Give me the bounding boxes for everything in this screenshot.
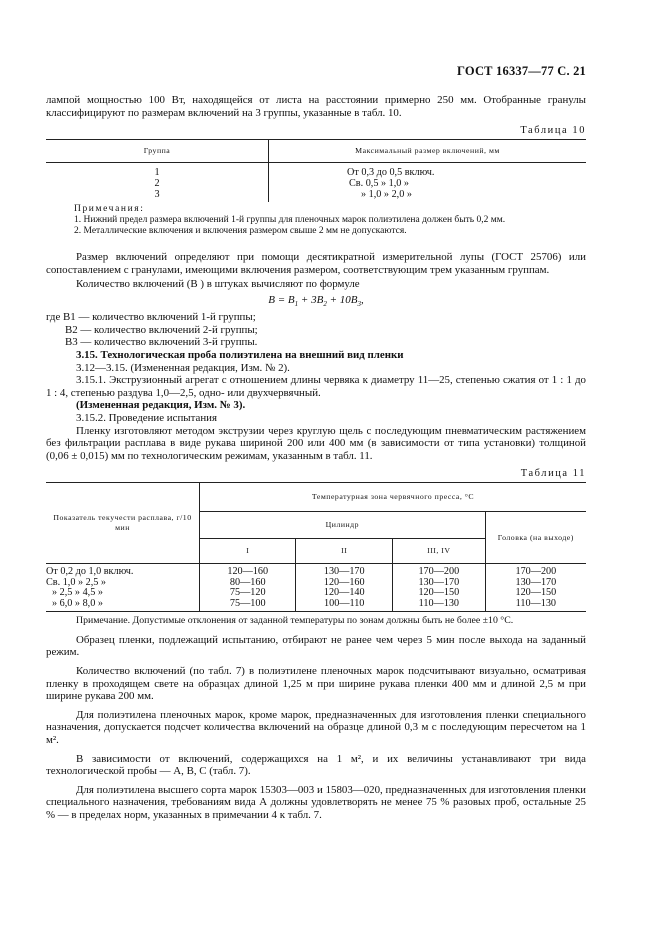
where-line-1: где B1 — количество включений 1-й группы; xyxy=(46,311,256,324)
amendment-3: (Измененная редакция, Изм. № 3). xyxy=(76,399,246,412)
grade-paragraph: Для полиэтилена высшего сорта марок 15303—003 и 15803—020, предназначенных для изготовления пленки специального назначения, требованиям вида А должны удовлетворять не менее 75 % разовых проб, остальные 25 % — в пределах норм, указанных в примечании 4 к табл. 7. xyxy=(46,783,586,821)
table11-header-melt: Показатель текучести расплава, г/10 мин xyxy=(46,483,200,564)
section-3-15-heading: 3.15. Технологическая проба полиэтилена на внешний вид пленки xyxy=(76,348,404,361)
types-paragraph: В зависимости от включений, содержащихся на 1 м², и их величины устанавливают три вида технологической пробы — А, В, С (табл. 7). xyxy=(46,752,586,778)
table-row: » 6,0 » 8,0 » 75—100 100—110 110—130 110—130 xyxy=(46,599,586,612)
table11-zone-2: II xyxy=(296,539,392,564)
count-paragraph: Количество включений (B ) в штуках вычисляют по формуле xyxy=(76,278,360,291)
section-3-15-1: 3.15.1. Экструзионный агрегат с отношением длины червяка к диаметру 11—25, степенью сжатия от 1 : 1 до 1 : 4, степенью раздува 1,0—2,5, одно- или двухчервячный. xyxy=(46,374,586,399)
notes-title: Примечания: xyxy=(74,204,145,215)
table11-caption: Таблица 11 xyxy=(520,468,586,480)
film-paragraph: Пленку изготовляют методом экструзии через круглую щель с последующим пневматическим растяжением без фильтрации расплава в виде рукава шириной 200 или 400 мм (в зависимости от типа установки) толщиной (0,06 ± 0,015) мм по технологическим режимам, указанным в табл. 11. xyxy=(46,424,586,462)
where-line-3: B3 — количество включений 3-й группы. xyxy=(65,336,258,349)
table10-header-group: Группа xyxy=(46,140,269,163)
table11-zone-1: I xyxy=(200,539,296,564)
formula: $B = B_1 + 3B_2 + 10B_3$, xyxy=(268,293,364,309)
table-row: » 2,5 » 4,5 » 75—120 120—140 120—150 120—150 xyxy=(46,588,586,599)
sample-paragraph: Образец пленки, подлежащий испытанию, отбирают не ранее чем через 5 мин после выхода на заданный режим. xyxy=(46,633,586,659)
table10-notes xyxy=(46,204,586,237)
note-2: 2. Металлические включения и включения размером свыше 2 мм не допускаются. xyxy=(74,226,407,237)
table-row: Св. 1,0 » 2,5 » 80—160 120—160 130—170 130—170 xyxy=(46,578,586,589)
special-paragraph: Для полиэтилена пленочных марок, кроме марок, предназначенных для изготовления пленки специального назначения, допускается подсчет количества включений на образце длиной 0,3 м с последующим пересчетом на 1 м². xyxy=(46,708,586,747)
table-11 xyxy=(46,482,586,612)
table11-note: Примечание. Допустимые отклонения от заданной температуры по зонам должны быть не более ±10 °С. xyxy=(76,615,514,627)
page-header: ГОСТ 16337—77 С. 21 xyxy=(457,64,586,78)
table11-header-cylinder: Цилиндр xyxy=(200,512,486,539)
intro-paragraph: лампой мощностью 100 Вт, находящейся от листа на расстоянии примерно 250 мм. Отобранные гранулы классифицируют по размерам включений на 3 группы, указанные в табл. 10. xyxy=(46,94,586,119)
note-1: 1. Нижний предел размера включений 1-й группы для пленочных марок полиэтилена должен быть 0,2 мм. xyxy=(74,215,506,226)
table10-groups: 1 2 3 xyxy=(154,167,160,201)
where-line-2: B2 — количество включений 2-й группы; xyxy=(65,323,258,336)
section-3-15-2: 3.15.2. Проведение испытания xyxy=(76,411,217,424)
table10-header-size: Максимальный размер включений, мм xyxy=(269,140,587,163)
table11-header-head: Головка (на выходе) xyxy=(485,512,586,564)
table-row: От 0,2 до 1,0 включ. 120—160 130—170 170—200 170—200 xyxy=(46,564,586,578)
table10-sizes: От 0,3 до 0,5 включ. Св. 0,5 » 1,0 » » 1,0 » 2,0 » xyxy=(269,163,587,203)
section-3-12-amendment: 3.12—3.15. (Измененная редакция, Изм. № 2). xyxy=(76,361,290,374)
count7-paragraph: Количество включений (по табл. 7) в полиэтилене пленочных марок подсчитывают визуально, осматривая пленку в проходящем свете на образцах длиной 1,25 м при ширине рукава пленки 400 мм и длиной 2,5 м при ширине рукава 200 мм. xyxy=(46,665,586,703)
table11-zone-3: III, IV xyxy=(392,539,485,564)
size-paragraph: Размер включений определяют при помощи десятикратной измерительной лупы (ГОСТ 25706) или сопоставлением с гранулами, имеющими включения размером, соответствующим трем указанным группам. xyxy=(46,251,586,276)
table11-header-temp: Температурная зона червячного пресса, °С xyxy=(200,483,587,512)
table10-caption: Таблица 10 xyxy=(520,125,586,137)
table-10 xyxy=(46,139,586,202)
